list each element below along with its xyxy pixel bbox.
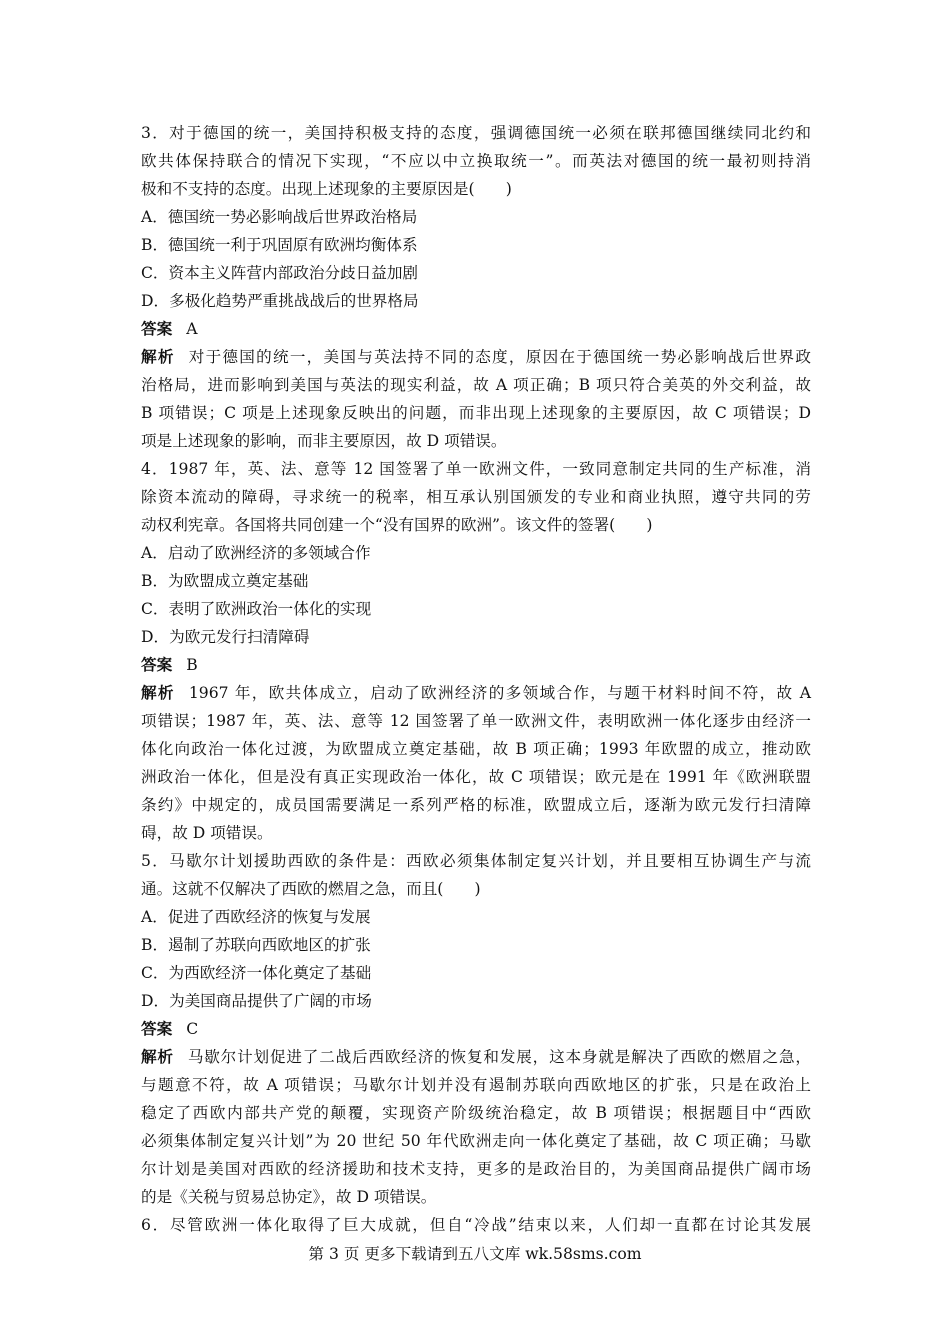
explanation-line: 的是《关税与贸易总协定》，故 D 项错误。 xyxy=(141,1188,437,1206)
explanation-line: B 项错误；C 项是上述现象反映出的问题，而非出现上述现象的主要原因，故 C 项错误；D xyxy=(141,404,811,422)
answer-value: C xyxy=(186,1020,199,1038)
explanation-line: 洲政治一体化，但是没有真正实现政治一体化，故 C 项错误；欧元是在 1991 年《欧洲联盟 xyxy=(141,768,811,786)
answer-value: A xyxy=(186,320,198,338)
explanation-text: 马歇尔计划促进了二战后西欧经济的恢复和发展，这本身就是解决了西欧的燃眉之急， xyxy=(187,1048,811,1066)
option-c: C．为西欧经济一体化奠定了基础 xyxy=(141,964,372,982)
explanation-label: 解析 xyxy=(141,683,175,702)
explanation-line: 项是上述现象的影响，而非主要原因，故 D 项错误。 xyxy=(141,432,507,450)
question-6-stem-line: 6．尽管欧洲一体化取得了巨大成就，但自“冷战”结束以来，人们却一直都在讨论其发展 xyxy=(141,1216,811,1234)
option-b: B．德国统一利于巩固原有欧洲均衡体系 xyxy=(141,236,418,254)
option-d: D．多极化趋势严重挑战战后的世界格局 xyxy=(141,292,419,310)
question-stem-line: 通。这就不仅解决了西欧的燃眉之急，而且( ) xyxy=(141,880,481,898)
question-4 xyxy=(141,455,811,847)
explanation-label: 解析 xyxy=(141,1047,174,1066)
option-a: A．德国统一势必影响战后世界政治格局 xyxy=(141,208,418,226)
explanation-text: 对于德国的统一，美国与英法持不同的态度，原因在于德国统一势必影响战后世界政 xyxy=(188,348,811,366)
question-3 xyxy=(141,119,811,455)
option-b: B．为欧盟成立奠定基础 xyxy=(141,572,309,590)
answer-row xyxy=(141,1015,811,1043)
question-stem-line: 动权利宪章。各国将共同创建一个“没有国界的欧洲”。该文件的签署( ) xyxy=(141,516,653,534)
explanation-line: 条约》中规定的，成员国需要满足一系列严格的标准，欧盟成立后，逐渐为欧元发行扫清障 xyxy=(141,796,811,814)
answer-label: 答案 xyxy=(141,319,173,338)
question-stem-line: 4．1987 年，英、法、意等 12 国签署了单一欧洲文件，一致同意制定共同的生产标准，消 xyxy=(141,460,811,478)
answer-row xyxy=(141,315,811,343)
explanation-line: 碍，故 D 项错误。 xyxy=(141,824,273,842)
explanation-line: 体化向政治一体化过渡，为欧盟成立奠定基础，故 B 项正确；1993 年欧盟的成立，推动欧 xyxy=(141,740,811,758)
explanation-line xyxy=(141,1043,811,1071)
explanation-line: 治格局，进而影响到美国与英法的现实利益，故 A 项正确；B 项只符合美英的外交利益，故 xyxy=(141,376,811,394)
option-b: B．遏制了苏联向西欧地区的扩张 xyxy=(141,936,371,954)
explanation-line xyxy=(141,679,811,707)
answer-label: 答案 xyxy=(141,1019,173,1038)
explanation-line: 项错误；1987 年，英、法、意等 12 国签署了单一欧洲文件，表明欧洲一体化逐步由经济一 xyxy=(141,712,811,730)
explanation-line xyxy=(141,343,811,371)
option-d: D．为欧元发行扫清障碍 xyxy=(141,628,310,646)
explanation-line: 稳定了西欧内部共产党的颠覆，实现资产阶级统治稳定，故 B 项错误；根据题目中“西欧 xyxy=(141,1104,811,1122)
option-d: D．为美国商品提供了广阔的市场 xyxy=(141,992,372,1010)
question-stem-line: 极和不支持的态度。出现上述现象的主要原因是( ) xyxy=(141,180,512,198)
option-c: C．资本主义阵营内部政治分歧日益加剧 xyxy=(141,264,419,282)
explanation-text: 1967 年，欧共体成立，启动了欧洲经济的多领域合作，与题干材料时间不符，故 A xyxy=(188,684,811,702)
answer-label: 答案 xyxy=(141,655,173,674)
page-content xyxy=(141,119,811,1239)
option-c: C．表明了欧洲政治一体化的实现 xyxy=(141,600,372,618)
explanation-line: 与题意不符，故 A 项错误；马歇尔计划并没有遏制苏联向西欧地区的扩张，只是在政治上 xyxy=(141,1076,811,1094)
question-stem-line: 3．对于德国的统一，美国持积极支持的态度，强调德国统一必须在联邦德国继续同北约和 xyxy=(141,124,811,142)
explanation-label: 解析 xyxy=(141,347,175,366)
question-5 xyxy=(141,847,811,1211)
explanation-line: 必须集体制定复兴计划”为 20 世纪 50 年代欧洲走向一体化奠定了基础，故 C 项正确；马歇 xyxy=(141,1132,811,1150)
answer-row xyxy=(141,651,811,679)
question-stem-line: 欧共体保持联合的情况下实现，“不应以中立换取统一”。而英法对德国的统一最初则持消 xyxy=(141,152,811,170)
page-footer: 第 3 页 更多下载请到五八文库 wk.58sms.com xyxy=(308,1245,642,1263)
option-a: A．启动了欧洲经济的多领域合作 xyxy=(141,544,371,562)
option-a: A．促进了西欧经济的恢复与发展 xyxy=(141,908,371,926)
explanation-line: 尔计划是美国对西欧的经济援助和技术支持，更多的是政治目的，为美国商品提供广阔市场 xyxy=(141,1160,811,1178)
question-stem-line: 5．马歇尔计划援助西欧的条件是：西欧必须集体制定复兴计划，并且要相互协调生产与流 xyxy=(141,852,811,870)
question-stem-line: 除资本流动的障碍，寻求统一的税率，相互承认别国颁发的专业和商业执照，遵守共同的劳 xyxy=(141,488,811,506)
answer-value: B xyxy=(186,656,198,674)
